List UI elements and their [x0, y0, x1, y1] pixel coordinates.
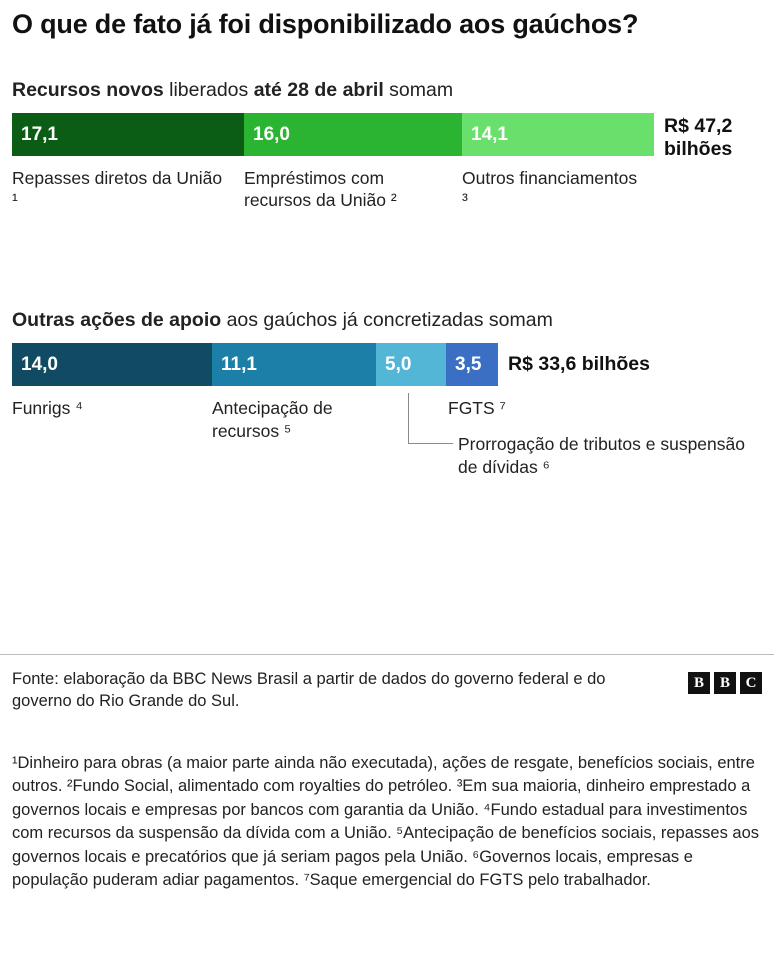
section2-total-value: R$ 33,6 bilhões: [508, 353, 650, 376]
section2-bar-chart: [12, 343, 762, 386]
bar-segment-repasses: [12, 113, 244, 156]
section2-total: [498, 343, 650, 386]
bar-value-fgts: 3,5: [455, 353, 482, 375]
bar-value-prorrogacao: 5,0: [385, 353, 412, 375]
bbc-logo: [688, 672, 762, 694]
bbc-logo-letter-2: B: [714, 672, 736, 694]
bar-value-antecipacao: 11,1: [221, 353, 257, 375]
section1-heading-text2: somam: [383, 78, 454, 101]
section1-heading: [12, 78, 762, 103]
section-outras-acoes: [12, 308, 762, 513]
section1-total-value: R$ 47,2: [664, 115, 733, 138]
section1-heading-text1: liberados: [163, 78, 254, 101]
section-recursos-novos: [12, 78, 762, 212]
leader-line-prorrogacao: [408, 393, 453, 444]
source-text: Fonte: elaboração da BBC News Brasil a partir de dados do governo federal e do governo do Rio Grande do Sul.: [12, 670, 606, 711]
bar-value-outros: 14,1: [471, 123, 508, 145]
section1-heading-strong1: Recursos novos: [12, 78, 164, 101]
section1-total: [654, 113, 732, 160]
bar-label-fgts: FGTS ⁷: [448, 398, 506, 419]
bar-segment-fgts: [446, 343, 498, 386]
footer: [12, 668, 762, 713]
section2-heading-text: aos gaúchos já concretizadas somam: [221, 308, 553, 331]
footnotes: [12, 752, 762, 893]
bar-segment-outros: [462, 113, 654, 156]
bar-value-repasses: 17,1: [21, 123, 58, 145]
section2-heading-strong: Outras ações de apoio: [12, 308, 222, 331]
section1-heading-strong2: até 28 de abril: [253, 78, 384, 101]
bar-label-prorrogacao: Prorrogação de tributos e suspensão de dívidas ⁶: [458, 434, 745, 477]
section1-bar-chart: [12, 113, 762, 160]
section1-total-unit: bilhões: [664, 137, 733, 160]
page-title: O que de fato já foi disponibilizado aos gaúchos?: [12, 9, 639, 39]
bar-value-funrigs: 14,0: [21, 353, 58, 375]
section1-labels: [12, 167, 762, 212]
bar-segment-funrigs: [12, 343, 212, 386]
bbc-logo-letter-1: B: [688, 672, 710, 694]
footer-divider: [0, 654, 774, 655]
bar-segment-antecipacao: [212, 343, 376, 386]
bar-label-outros: Outros financiamentos ³: [462, 167, 638, 211]
bar-segment-emprestimos: [244, 113, 462, 156]
bar-label-funrigs: Funrigs ⁴: [12, 398, 83, 419]
footnotes-text: ¹Dinheiro para obras (a maior parte ainda não executada), ações de resgate, benefícios sociais, entre outros. ²Fundo Social, alimentado com royalties do petróleo. ³Em sua maioria, dinheiro emprestado a governos locais e empresas por bancos com garantia da União. ⁴Fundo estadual para investimentos com recursos da suspensão da dívida com a União. ⁵Antecipação de benefícios sociais, repasses aos governos locais e precatórios que já seriam pagos pela União. ⁶Governos locais, empresas e população puderam adiar pagamentos. ⁷Saque emergencial do FGTS pelo trabalhador.: [12, 754, 760, 890]
section2-heading: [12, 308, 762, 333]
bar-segment-prorrogacao: [376, 343, 446, 386]
bbc-logo-letter-3: C: [740, 672, 762, 694]
section2-labels: [12, 393, 762, 513]
bar-label-repasses: Repasses diretos da União ¹: [12, 167, 223, 211]
bar-value-emprestimos: 16,0: [253, 123, 290, 145]
bar-label-emprestimos: Empréstimos com recursos da União ²: [244, 167, 397, 211]
bar-label-antecipacao: Antecipação de recursos ⁵: [212, 398, 333, 441]
